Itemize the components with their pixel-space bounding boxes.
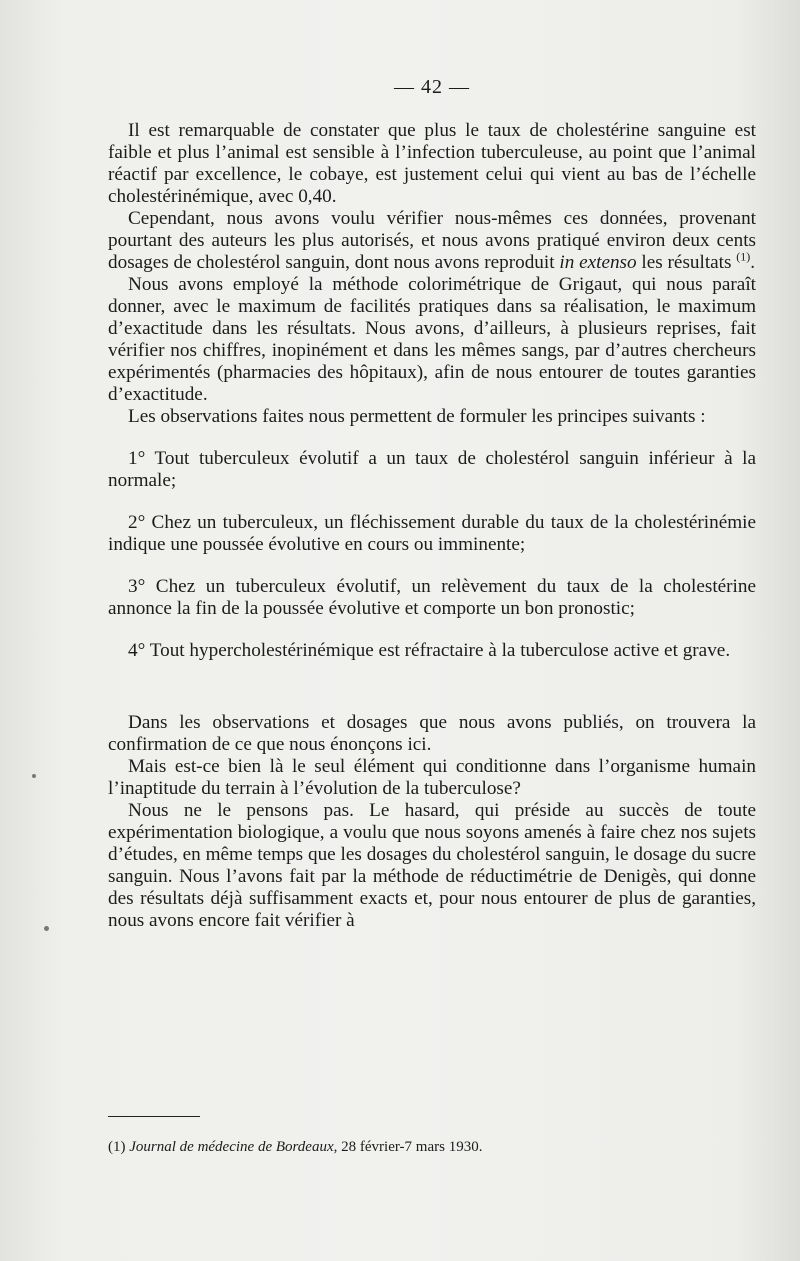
margin-speck [32, 774, 36, 778]
paragraph-principles-intro: Les observations faites nous permettent de formuler les principes suivants : [128, 406, 706, 427]
footnote-marker: (1) [108, 1139, 126, 1155]
principle-4: 4° Tout hypercholestérinémique est réfractaire à la tuberculose active et grave. [128, 640, 731, 661]
footnote-journal: Journal de médecine de Bordeaux [129, 1139, 334, 1155]
footnote-details: , 28 février-7 mars 1930. [333, 1139, 483, 1155]
footnote-rule [108, 1116, 200, 1117]
paragraph-blood-sugar: Nous ne le pensons pas. Le hasard, qui préside au succès de toute expérimentation biologique, a voulu que nous soyons amenés à faire chez nos sujets d’études, en même temps que les dosages du cholestérol sanguin, le dosage du sucre sanguin. Nous l’avons fait par la méthode de réductimétrie de Denigès, qui donne des résultats déjà suffisamment exacts et, pour nous entourer de plus de garanties, nous avons encore fait vérifier à [108, 800, 756, 931]
paragraph-verification-text: Cependant, nous avons voulu vérifier nous-mêmes ces données, provenant pourtant des auteurs les plus autorisés, et nous avons pratiqué environ deux cents dosages de cholestérol sanguin, dont nous avons reproduit [108, 208, 756, 273]
margin-speck [44, 926, 49, 931]
paragraph-verification [108, 208, 756, 274]
period: . [750, 252, 756, 273]
body-text [108, 120, 756, 932]
principle-1: 1° Tout tuberculeux évolutif a un taux de cholestérol sanguin inférieur à la normale; [108, 448, 756, 491]
principle-3: 3° Chez un tuberculeux évolutif, un relèvement du taux de la cholestérine annonce la fin de la poussée évolutive et comporte un bon pronostic; [108, 576, 756, 619]
page-number: — 42 — [394, 76, 470, 98]
footnote [108, 1138, 756, 1156]
footnote-reference: (1) [736, 249, 751, 264]
paragraph-confirmation: Dans les observations et dosages que nous avons publiés, on trouvera la confirmation de ce que nous énonçons ici. [108, 712, 756, 755]
paragraph-question: Mais est-ce bien là le seul élément qui conditionne dans l’organisme humain l’inaptitude du terrain à l’évolution de la tuberculose? [108, 756, 756, 799]
paragraph-method: Nous avons employé la méthode colorimétrique de Grigaut, qui nous paraît donner, avec le maximum de facilités pratiques dans sa réalisation, le maximum d’exactitude dans les résultats. Nous avons, d’ailleurs, à plusieurs reprises, fait vérifier nos chiffres, inopinément et dans les mêmes sangs, par d’autres chercheurs expérimentés (pharmacies des hôpitaux), afin de nous entourer de toutes garanties d’exactitude. [108, 274, 756, 405]
in-extenso-text: in extenso [559, 252, 637, 273]
paragraph-cholesterine-sensitivity: Il est remarquable de constater que plus le taux de cholestérine sanguine est faible et plus l’animal est sensible à l’infection tuberculeuse, au point que l’animal réactif par excellence, le cobaye, est justement celui qui vient au bas de l’échelle cholestérinémique, avec 0,40. [108, 120, 756, 207]
results-text: les résultats [636, 252, 732, 273]
principle-2: 2° Chez un tuberculeux, un fléchissement durable du taux de la cholestérinémie indique une poussée évolutive en cours ou imminente; [108, 512, 756, 555]
